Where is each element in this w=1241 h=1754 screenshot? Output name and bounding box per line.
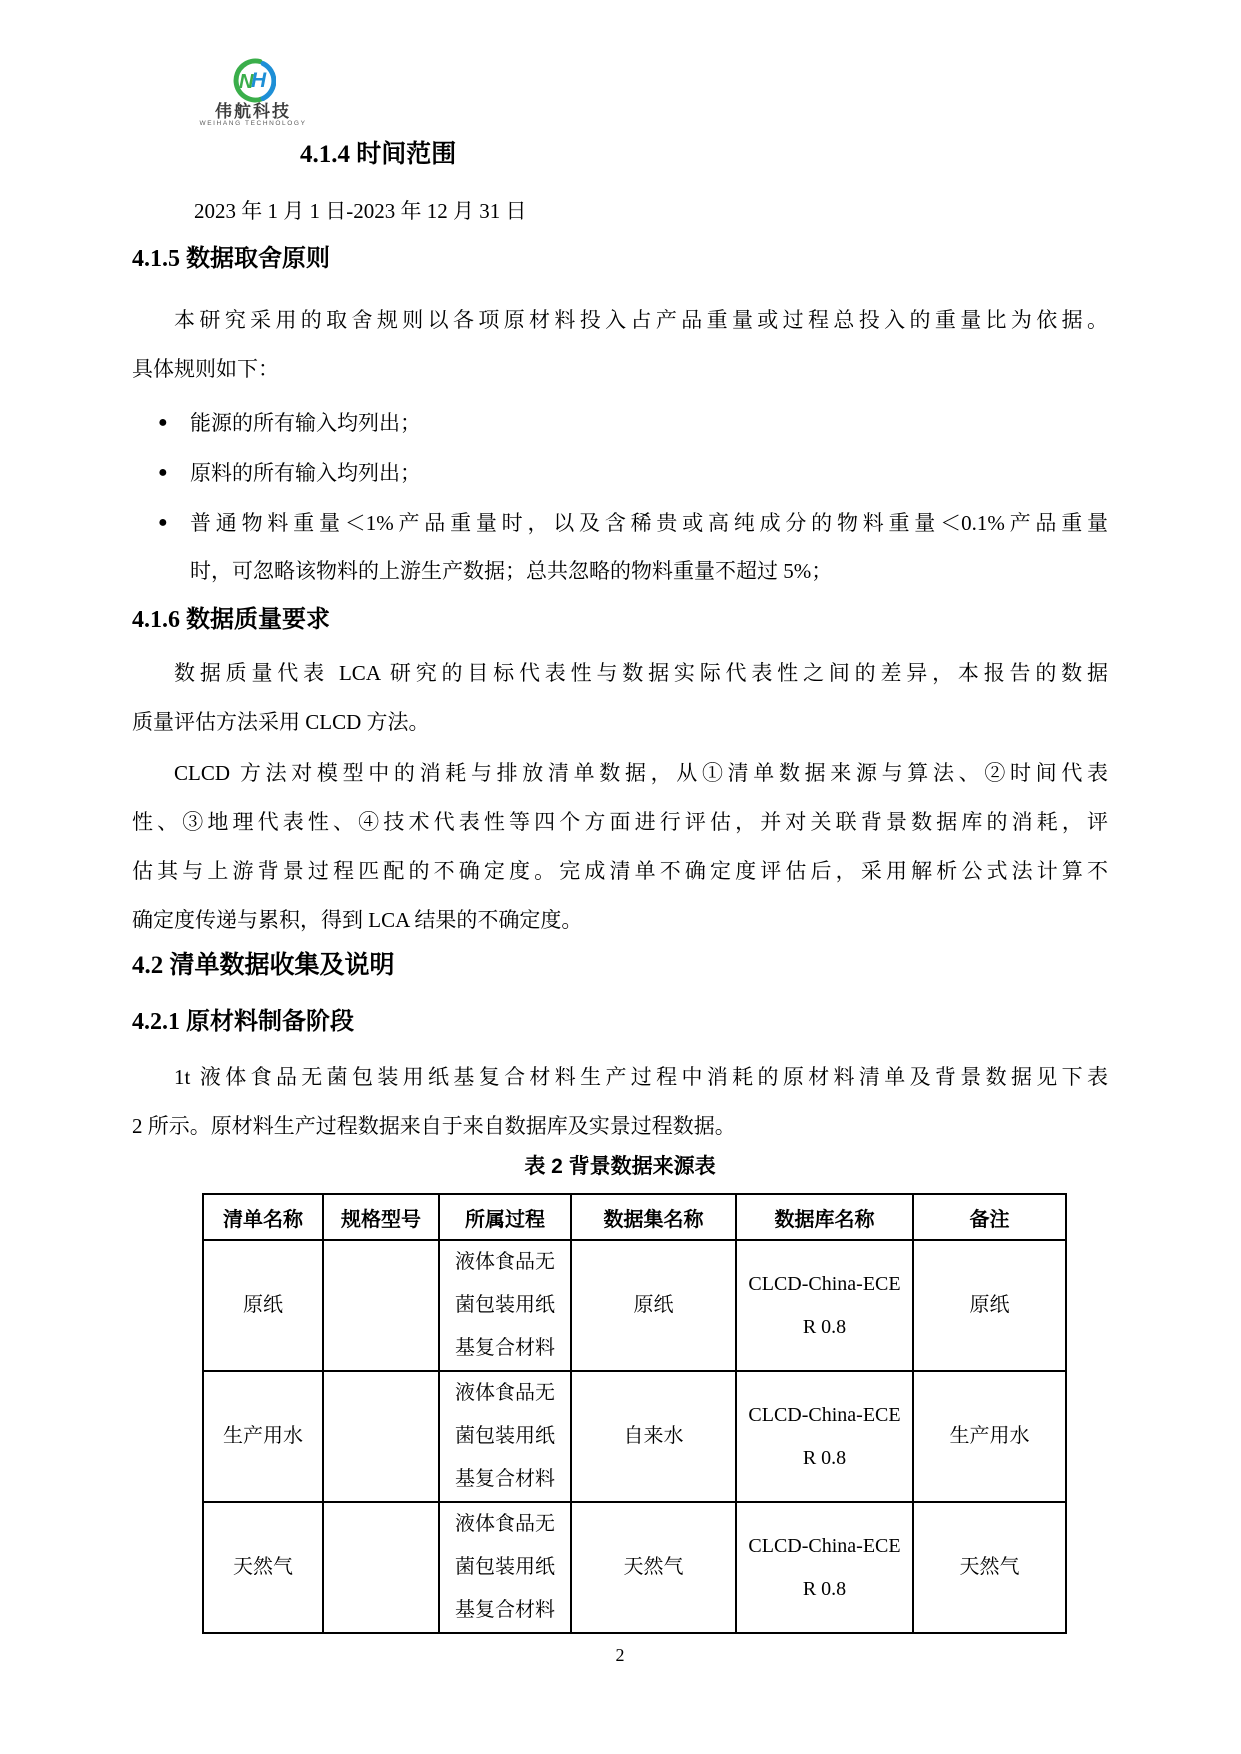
paragraph-data-quality	[132, 649, 1108, 747]
bullet-text: 原料的所有输入均列出；	[190, 461, 421, 485]
cell-dataset-name: 天然气	[571, 1502, 736, 1633]
cell-dataset-name: 原纸	[571, 1240, 736, 1371]
paragraph-data-cutoff	[132, 296, 1108, 394]
list-item	[132, 449, 1108, 497]
company-logo	[198, 58, 308, 128]
cell-spec-model	[323, 1502, 439, 1633]
table-row	[203, 1371, 1066, 1502]
paragraph-line: CLCD 方法对模型中的消耗与排放清单数据，从①清单数据来源与算法、②时间代表	[174, 761, 1108, 785]
page-number: 2	[615, 1645, 625, 1665]
cell-spec-model	[323, 1240, 439, 1371]
paragraph-line: 1t 液体食品无菌包装用纸基复合材料生产过程中消耗的原材料清单及背景数据见下表	[174, 1065, 1108, 1089]
cell-process: 液体食品无菌包装用纸基复合材料	[439, 1371, 571, 1502]
column-header-database-name: 数据库名称	[736, 1194, 913, 1240]
bullet-text: 能源的所有输入均列出；	[190, 411, 421, 435]
bullet-icon: ●	[158, 464, 168, 481]
cell-database-name: CLCD-China-ECER 0.8	[736, 1502, 913, 1633]
paragraph-line: 2 所示。原材料生产过程数据来自于来自数据库及实景过程数据。	[132, 1114, 736, 1138]
cell-process: 液体食品无菌包装用纸基复合材料	[439, 1240, 571, 1371]
list-item	[132, 499, 1108, 595]
bullet-icon: ●	[158, 514, 168, 531]
bullet-text: 时，可忽略该物料的上游生产数据；总共忽略的物料重量不超过 5%；	[190, 559, 833, 583]
logo-letter-h: H	[251, 69, 267, 92]
bullet-icon: ●	[158, 414, 168, 431]
column-header-process: 所属过程	[439, 1194, 571, 1240]
paragraph-line: 确定度传递与累积，得到 LCA 结果的不确定度。	[132, 908, 583, 932]
cell-inventory-name: 原纸	[203, 1240, 323, 1371]
paragraph-line: 估其与上游背景过程匹配的不确定度。完成清单不确定度评估后，采用解析公式法计算不	[132, 859, 1108, 883]
date-range-text: 2023 年 1 月 1 日-2023 年 12 月 31 日	[194, 199, 527, 223]
logo-letter-n: N	[239, 71, 254, 93]
bullet-list	[132, 399, 1108, 595]
table-header-row	[203, 1194, 1066, 1240]
table-row	[203, 1502, 1066, 1633]
heading-4-1-6: 4.1.6 数据质量要求	[132, 607, 330, 633]
paragraph-line: 数据质量代表 LCA 研究的目标代表性与数据实际代表性之间的差异，本报告的数据	[174, 661, 1108, 685]
heading-4-2-1: 4.2.1 原材料制备阶段	[132, 1009, 354, 1035]
cell-database-name: CLCD-China-ECER 0.8	[736, 1371, 913, 1502]
paragraph-raw-material	[132, 1053, 1108, 1151]
heading-4-2: 4.2 清单数据收集及说明	[132, 952, 395, 979]
cell-note: 天然气	[913, 1502, 1066, 1633]
paragraph-line: 具体规则如下：	[132, 357, 279, 381]
logo-mark-icon	[230, 58, 276, 104]
cell-process: 液体食品无菌包装用纸基复合材料	[439, 1502, 571, 1633]
cell-note: 原纸	[913, 1240, 1066, 1371]
logo-company-name-en: WEIHANG TECHNOLOGY	[199, 120, 307, 127]
paragraph-line: 本研究采用的取舍规则以各项原材料投入占产品重量或过程总投入的重量比为依据。	[174, 308, 1108, 332]
column-header-note: 备注	[913, 1194, 1066, 1240]
bullet-text: 普通物料重量＜1%产品重量时，以及含稀贵或高纯成分的物料重量＜0.1%产品重量	[190, 511, 1108, 535]
paragraph-line: 质量评估方法采用 CLCD 方法。	[132, 710, 430, 734]
paragraph-clcd-method	[132, 749, 1108, 945]
column-header-inventory-name: 清单名称	[203, 1194, 323, 1240]
cell-dataset-name: 自来水	[571, 1371, 736, 1502]
background-data-source-table	[202, 1193, 1067, 1634]
column-header-dataset-name: 数据集名称	[571, 1194, 736, 1240]
cell-inventory-name: 天然气	[203, 1502, 323, 1633]
paragraph-line: 性、③地理代表性、④技术代表性等四个方面进行评估，并对关联背景数据库的消耗，评	[132, 810, 1108, 834]
table-caption: 表 2 背景数据来源表	[524, 1155, 716, 1178]
logo-company-name: 伟航科技	[215, 102, 291, 121]
table-row	[203, 1240, 1066, 1371]
column-header-spec-model: 规格型号	[323, 1194, 439, 1240]
cell-note: 生产用水	[913, 1371, 1066, 1502]
cell-spec-model	[323, 1371, 439, 1502]
cell-inventory-name: 生产用水	[203, 1371, 323, 1502]
heading-4-1-4: 4.1.4 时间范围	[300, 141, 457, 168]
heading-4-1-5: 4.1.5 数据取舍原则	[132, 246, 330, 272]
list-item	[132, 399, 1108, 447]
cell-database-name: CLCD-China-ECER 0.8	[736, 1240, 913, 1371]
